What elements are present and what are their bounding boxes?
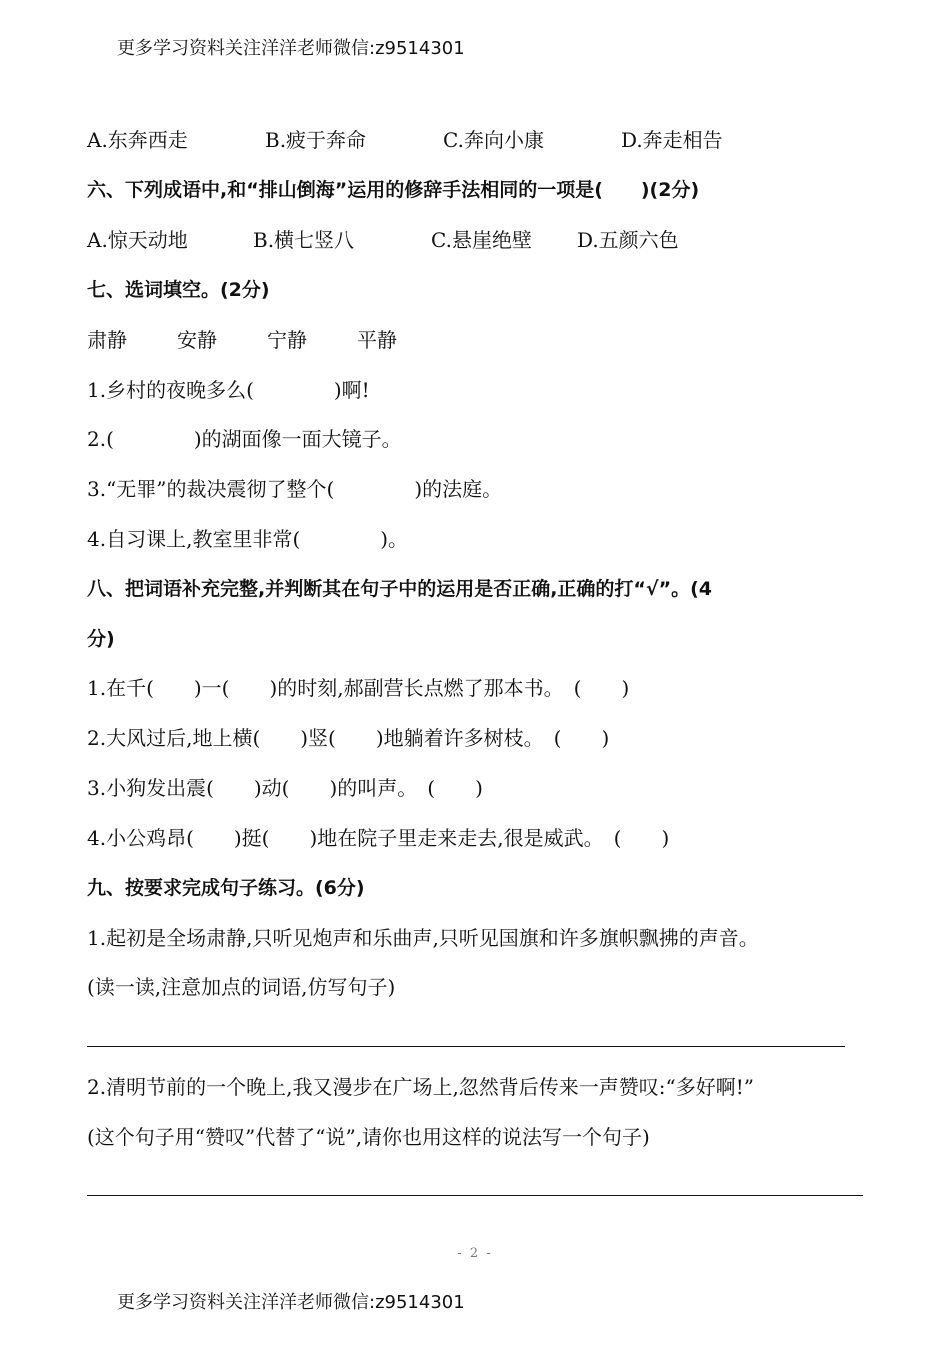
q9-title: 九、按要求完成句子练习。(6分)	[87, 877, 365, 899]
q6-option-d: D.五颜六色	[577, 228, 679, 252]
q9-item-1: 1.起初是全场肃静,只听见炮声和乐曲声,只听见国旗和许多旗帜飘拂的声音。	[87, 926, 759, 950]
q9-answer-line-1[interactable]	[87, 1046, 845, 1047]
q7-word-2: 安静	[177, 328, 217, 352]
q7-word-4: 平静	[357, 328, 397, 352]
q6-title: 六、下列成语中,和“排山倒海”运用的修辞手法相同的一项是( )(2分)	[87, 179, 700, 201]
page-footer-watermark: 更多学习资料关注洋洋老师微信:z9514301	[117, 1292, 465, 1313]
q7-item-2: 2.( )的湖面像一面大镜子。	[87, 427, 402, 451]
q5-options	[87, 126, 723, 154]
q5-option-b: B.疲于奔命	[265, 128, 367, 152]
q7-item-4: 4.自习课上,教室里非常( )。	[87, 527, 409, 551]
q8-item-4: 4.小公鸡昂( )挺( )地在院子里走来走去,很是威武。 ( )	[87, 826, 670, 850]
q6-option-a: A.惊天动地	[87, 228, 188, 252]
q8-item-1: 1.在千( )一( )的时刻,郝副营长点燃了那本书。 ( )	[87, 676, 630, 700]
q7-word-bank	[87, 326, 397, 354]
q9-answer-line-2[interactable]	[87, 1195, 863, 1196]
q7-word-3: 宁静	[267, 328, 307, 352]
q6-option-c: C.悬崖绝壁	[431, 228, 532, 252]
q9-item-1-hint: (读一读,注意加点的词语,仿写句子)	[87, 975, 396, 999]
q5-option-d: D.奔走相告	[621, 128, 723, 152]
q6-options	[87, 226, 679, 254]
q7-item-3: 3.“无罪”的裁决震彻了整个( )的法庭。	[87, 477, 503, 501]
q6-option-b: B.横七竖八	[253, 228, 355, 252]
q9-item-2-hint: (这个句子用“赞叹”代替了“说”,请你也用这样的说法写一个句子)	[87, 1125, 650, 1149]
page-header-watermark: 更多学习资料关注洋洋老师微信:z9514301	[117, 38, 465, 59]
q8-title-line-1: 八、把词语补充完整,并判断其在句子中的运用是否正确,正确的打“√”。(4	[87, 578, 712, 600]
q5-option-a: A.东奔西走	[87, 128, 188, 152]
q7-item-1: 1.乡村的夜晚多么( )啊!	[87, 378, 370, 402]
q5-option-c: C.奔向小康	[443, 128, 544, 152]
q8-title-line-2: 分)	[87, 628, 115, 650]
q7-word-1: 肃静	[87, 328, 127, 352]
q7-title: 七、选词填空。(2分)	[87, 279, 270, 301]
q8-item-2: 2.大风过后,地上横( )竖( )地躺着许多树枝。 ( )	[87, 726, 610, 750]
page-number: - 2 -	[457, 1246, 493, 1261]
q8-item-3: 3.小狗发出震( )动( )的叫声。 ( )	[87, 776, 483, 800]
q9-item-2: 2.清明节前的一个晚上,我又漫步在广场上,忽然背后传来一声赞叹:“多好啊!”	[87, 1075, 755, 1099]
